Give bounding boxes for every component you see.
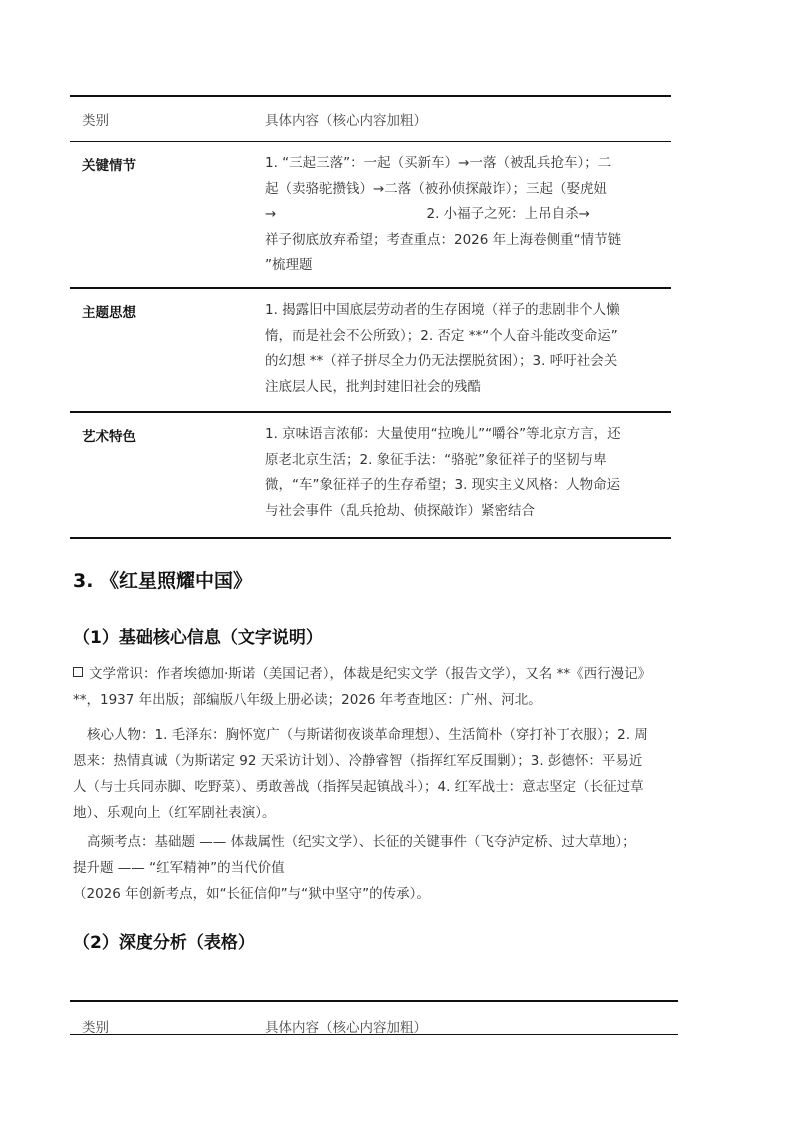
row-label: 主题思想 (82, 305, 136, 321)
header-content: 具体内容（核心内容加粗） (265, 1020, 427, 1036)
row-label: 艺术特色 (82, 429, 136, 445)
row-content (265, 151, 661, 279)
content-line: 的幻想 **（祥子拼尽全力仍无法摆脱贫困）；3. 呼吁社会关 (265, 353, 618, 369)
row-content (265, 298, 661, 400)
content-line: 1. 京味语言浓郁：大量使用“拉晚儿”“嚼谷”等北京方言，还 (265, 426, 621, 442)
paragraph-line: 人（与士兵同赤脚、吃野菜）、勇敢善战（指挥吴起镇战斗）；4. 红军战士：意志坚定（长征过草 (73, 779, 644, 795)
table-header (70, 95, 671, 142)
paragraph-line: 地）、乐观向上（红军剧社表演）。 (73, 805, 276, 821)
exam-points-paragraph (73, 829, 721, 907)
subsection-title: （1）基础核心信息（文字说明） (73, 628, 323, 648)
content-line: ”梳理题 (265, 257, 313, 273)
section-title: 3. 《红星照耀中国》 (73, 570, 253, 592)
deep-analysis-table (70, 1000, 678, 1035)
content-line: 注底层人民，批判封建旧社会的残酷 (265, 378, 481, 395)
header-content: 具体内容（核心内容加粗） (265, 113, 427, 129)
row-content (265, 422, 661, 524)
plot-analysis-table (70, 95, 671, 539)
paragraph-line: 恩来：热情真诚（为斯诺定 92 天采访计划）、冷静睿智（指挥红军反围剿）；3. 彭德怀：平易近 (73, 753, 643, 769)
table-header (70, 1000, 678, 1035)
content-line: 1. 揭露旧中国底层劳动者的生存困境（祥子的悲剧非个人懒 (265, 302, 620, 318)
paragraph-line: 核心人物：1. 毛泽东：胸怀宽广（与斯诺彻夜谈革命理想）、生活简朴（穿打补丁衣服）；2. 周 (87, 727, 648, 743)
paragraph-line: （2026 年创新考点，如“长征信仰”与“狱中坚守”的传承）。 (73, 886, 430, 902)
checkbox-bullet-icon (73, 667, 83, 677)
content-line: 1. “三起三落”：一起（买新车）→一落（被乱兵抢车）；二 (265, 155, 612, 171)
literary-facts-paragraph (73, 661, 721, 713)
header-category: 类别 (82, 113, 109, 129)
paragraph-line: **，1937 年出版；部编版八年级上册必读；2026 年考查地区：广州、河北。 (73, 692, 542, 708)
table-row (70, 413, 671, 539)
content-line: 与社会事件（乱兵抢劫、侦探敲诈）紧密结合 (265, 502, 535, 519)
content-line: 起（卖骆驼攒钱）→二落（被孙侦探敲诈）；三起（娶虎妞 (265, 180, 608, 197)
content-line: → 2. 小福子之死：上吊自杀→ (265, 206, 590, 222)
table-row (70, 289, 671, 413)
paragraph-line: 高频考点：基础题 —— 体裁属性（纪实文学）、长征的关键事件（飞夺泸定桥、过大草地）； (87, 834, 636, 850)
subsection-title: （2）深度分析（表格） (73, 933, 255, 953)
content-line: 祥子彻底放弃希望；考查重点：2026 年上海卷侧重“情节链 (265, 231, 622, 248)
paragraph-line: 文学常识：作者埃德加·斯诺（美国记者），体裁是纪实文学（报告文学），又名 **《西行漫记》 (73, 661, 721, 687)
paragraph-line: 提升题 —— “红军精神”的当代价值 (73, 860, 285, 876)
core-characters-paragraph (73, 722, 721, 826)
row-label: 关键情节 (82, 158, 136, 174)
content-line: 惰，而是社会不公所致）；2. 否定 **“个人奋斗能改变命运” (265, 327, 618, 344)
header-category: 类别 (82, 1020, 109, 1036)
table-row (70, 142, 671, 289)
content-line: 原老北京生活；2. 象征手法：“骆驼”象征祥子的坚韧与卑 (265, 451, 607, 468)
content-line: 微，“车”象征祥子的生存希望；3. 现实主义风格：人物命运 (265, 477, 621, 493)
